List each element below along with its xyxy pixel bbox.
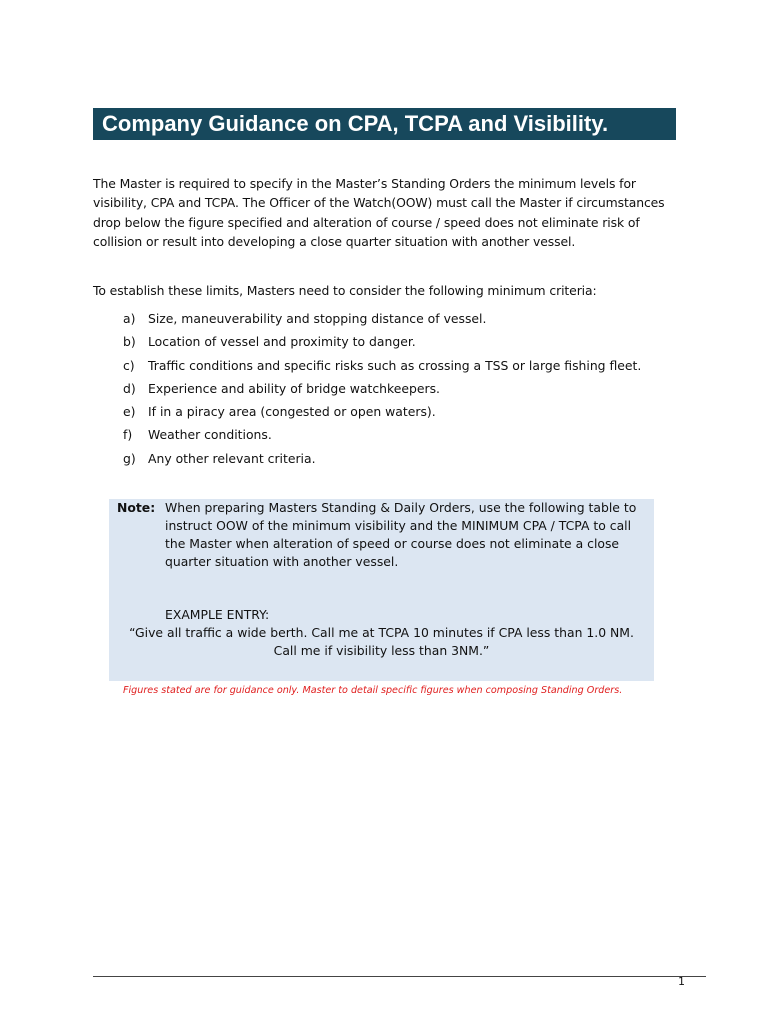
example-line-1: “Give all traffic a wide berth. Call me at TCPA 10 minutes if CPA less than 1.0 NM. xyxy=(129,625,634,640)
note-text: When preparing Masters Standing & Daily Orders, use the following table to instruct OOW of the minimum visibility and the MINIMUM CPA / TCPA to call the Master when alteration of speed or course does not eliminate a close quarter situation with another vessel. xyxy=(165,500,637,569)
list-item xyxy=(123,309,683,332)
criteria-list xyxy=(123,309,683,472)
list-marker: f) xyxy=(123,427,133,443)
list-item-text: Any other relevant criteria. xyxy=(148,450,316,466)
list-marker: e) xyxy=(123,404,136,420)
list-marker: d) xyxy=(123,380,136,396)
note-box xyxy=(109,499,654,681)
list-marker: g) xyxy=(123,450,136,466)
list-item-text: Location of vessel and proximity to danger. xyxy=(148,334,416,350)
list-item-text: Experience and ability of bridge watchkeepers. xyxy=(148,380,440,396)
footer-divider xyxy=(93,976,706,977)
example-heading: EXAMPLE ENTRY: xyxy=(165,607,270,622)
list-marker: c) xyxy=(123,357,135,373)
example-line-2: Call me if visibility less than 3NM.” xyxy=(273,643,490,658)
list-item-text: Size, maneuverability and stopping distance of vessel. xyxy=(148,311,487,326)
note-label: Note: xyxy=(117,500,156,515)
example-entry xyxy=(109,624,654,660)
list-item xyxy=(123,356,683,379)
guidance-disclaimer: Figures stated are for guidance only. Master to detail specific figures when composing Standing Orders. xyxy=(123,685,623,696)
list-item xyxy=(123,332,683,355)
list-item-text: Weather conditions. xyxy=(148,427,272,443)
list-item-text: Traffic conditions and specific risks such as crossing a TSS or large fishing fleet. xyxy=(148,357,642,373)
list-marker: b) xyxy=(123,334,136,350)
list-item xyxy=(123,449,683,472)
page-title: Company Guidance on CPA, TCPA and Visibility. xyxy=(93,108,676,140)
list-marker: a) xyxy=(123,311,136,326)
list-item-text: If in a piracy area (congested or open waters). xyxy=(148,404,436,420)
list-item xyxy=(123,402,683,425)
list-item xyxy=(123,379,683,402)
page-number: 1 xyxy=(678,975,685,988)
intro-paragraph: The Master is required to specify in the Master’s Standing Orders the minimum levels for visibility, CPA and TCPA. The Officer of the Watch(OOW) must call the Master if circumstances drop below the figure specified and alteration of course / speed does not eliminate risk of collision or result into developing a close quarter situation with another vessel. xyxy=(93,176,665,250)
criteria-intro: To establish these limits, Masters need to consider the following minimum criteria: xyxy=(93,283,597,298)
list-item xyxy=(123,425,683,448)
